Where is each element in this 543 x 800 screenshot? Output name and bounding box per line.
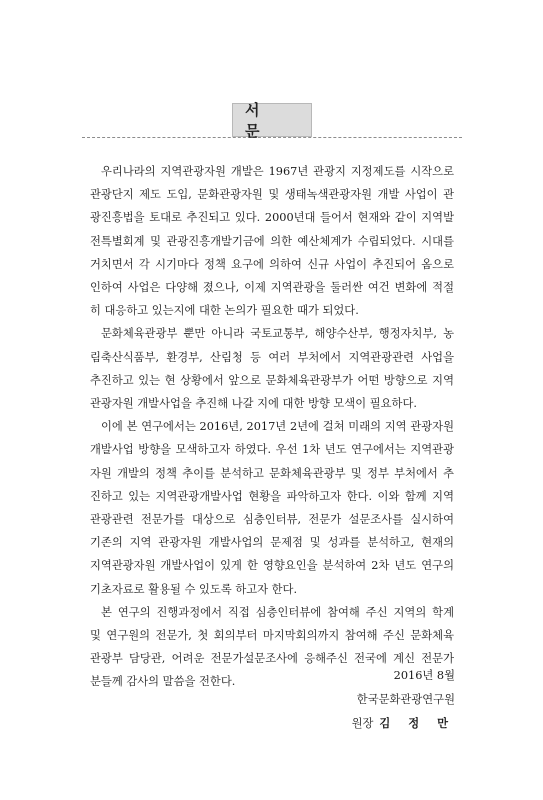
text-line: 관광단지 제도 도입, 문화관광자원 및 생태녹색관광자원 개발 사업이 관 [90,188,454,202]
text-line: 우리나라의 지역관광자원 개발은 1967년 관광지 지정제도를 시작으로 [101,165,454,178]
signature-line [352,712,455,736]
text-line: 이에 본 연구에서는 2016년, 2017년 2년에 걸쳐 미래의 지역 관광자원 [101,420,454,434]
text-line: 히 대응하고 있는지에 대한 논의가 필요한 때가 되었다. [90,304,359,318]
signature-role: 원장 [351,717,374,730]
signature-name: 김 정 만 [379,717,455,730]
text-line: 분들께 감사의 말씀을 전한다. [90,675,236,689]
text-line: 관광부 담당관, 어려운 전문가설문조사에 응해주신 전국에 계신 전문가 [90,652,454,666]
signature-date: 2016년 8월 [393,669,455,682]
text-line: 본 연구의 진행과정에서 직접 심층인터뷰에 참여해 주신 지역의 학계 [101,605,454,619]
text-line: 개발사업 방향을 모색하고자 하였다. 우선 1차 년도 연구에서는 지역관광 [90,443,454,457]
text-line: 문화체육관광부 뿐만 아니라 국토교통부, 해양수산부, 행정자치부, 농 [101,327,454,341]
page-title: 서 문 [232,103,312,137]
text-line: 거치면서 각 시기마다 정책 요구에 의하여 신규 사업이 추진되어 옴으로 [90,257,454,271]
signature-block [352,664,455,736]
text-line: 진하고 있는 지역관광개발사업 현황을 파악하고자 한다. 이와 함께 지역 [90,489,454,503]
text-line: 및 연구원의 전문가, 첫 회의부터 마지막회의까지 참여해 주신 문화체육 [90,629,454,643]
text-line: 인하여 사업은 다양해 졌으나, 이제 지역관광을 둘러싼 여건 변화에 적절 [90,281,454,295]
preface-body [90,160,454,694]
title-area [82,103,462,143]
signature-org: 한국문화관광연구원 [356,693,455,706]
text-line: 관광관련 전문가를 대상으로 심층인터뷰, 전문가 설문조사를 실시하여 [90,513,454,527]
text-line: 기초자료로 활용될 수 있도록 하고자 한다. [90,582,298,596]
text-line: 관광자원 개발사업을 추진해 나갈 지에 대한 방향 모색이 필요하다. [90,397,417,411]
text-line: 전특별회계 및 관광진흥개발기금에 의한 예산체계가 수립되었다. 시대를 [90,234,454,248]
text-line: 자원 개발의 정책 추이를 분석하고 문화체육관광부 및 정부 부처에서 추 [90,466,454,480]
text-line: 추진하고 있는 현 상황에서 앞으로 문화체육관광부가 어떤 방향으로 지역 [90,373,454,387]
text-line: 기존의 지역 관광자원 개발사업의 문제점 및 성과를 분석하고, 현재의 [90,536,454,550]
text-line: 림축산식품부, 환경부, 산림청 등 여러 부처에서 지역관광관련 사업을 [90,350,454,364]
text-line: 지역관광자원 개발사업이 있게 한 영향요인을 분석하여 2차 년도 연구의 [90,559,454,573]
text-line: 광진흥법을 토대로 추진되고 있다. 2000년대 들어서 현재와 같이 지역발 [90,211,454,225]
